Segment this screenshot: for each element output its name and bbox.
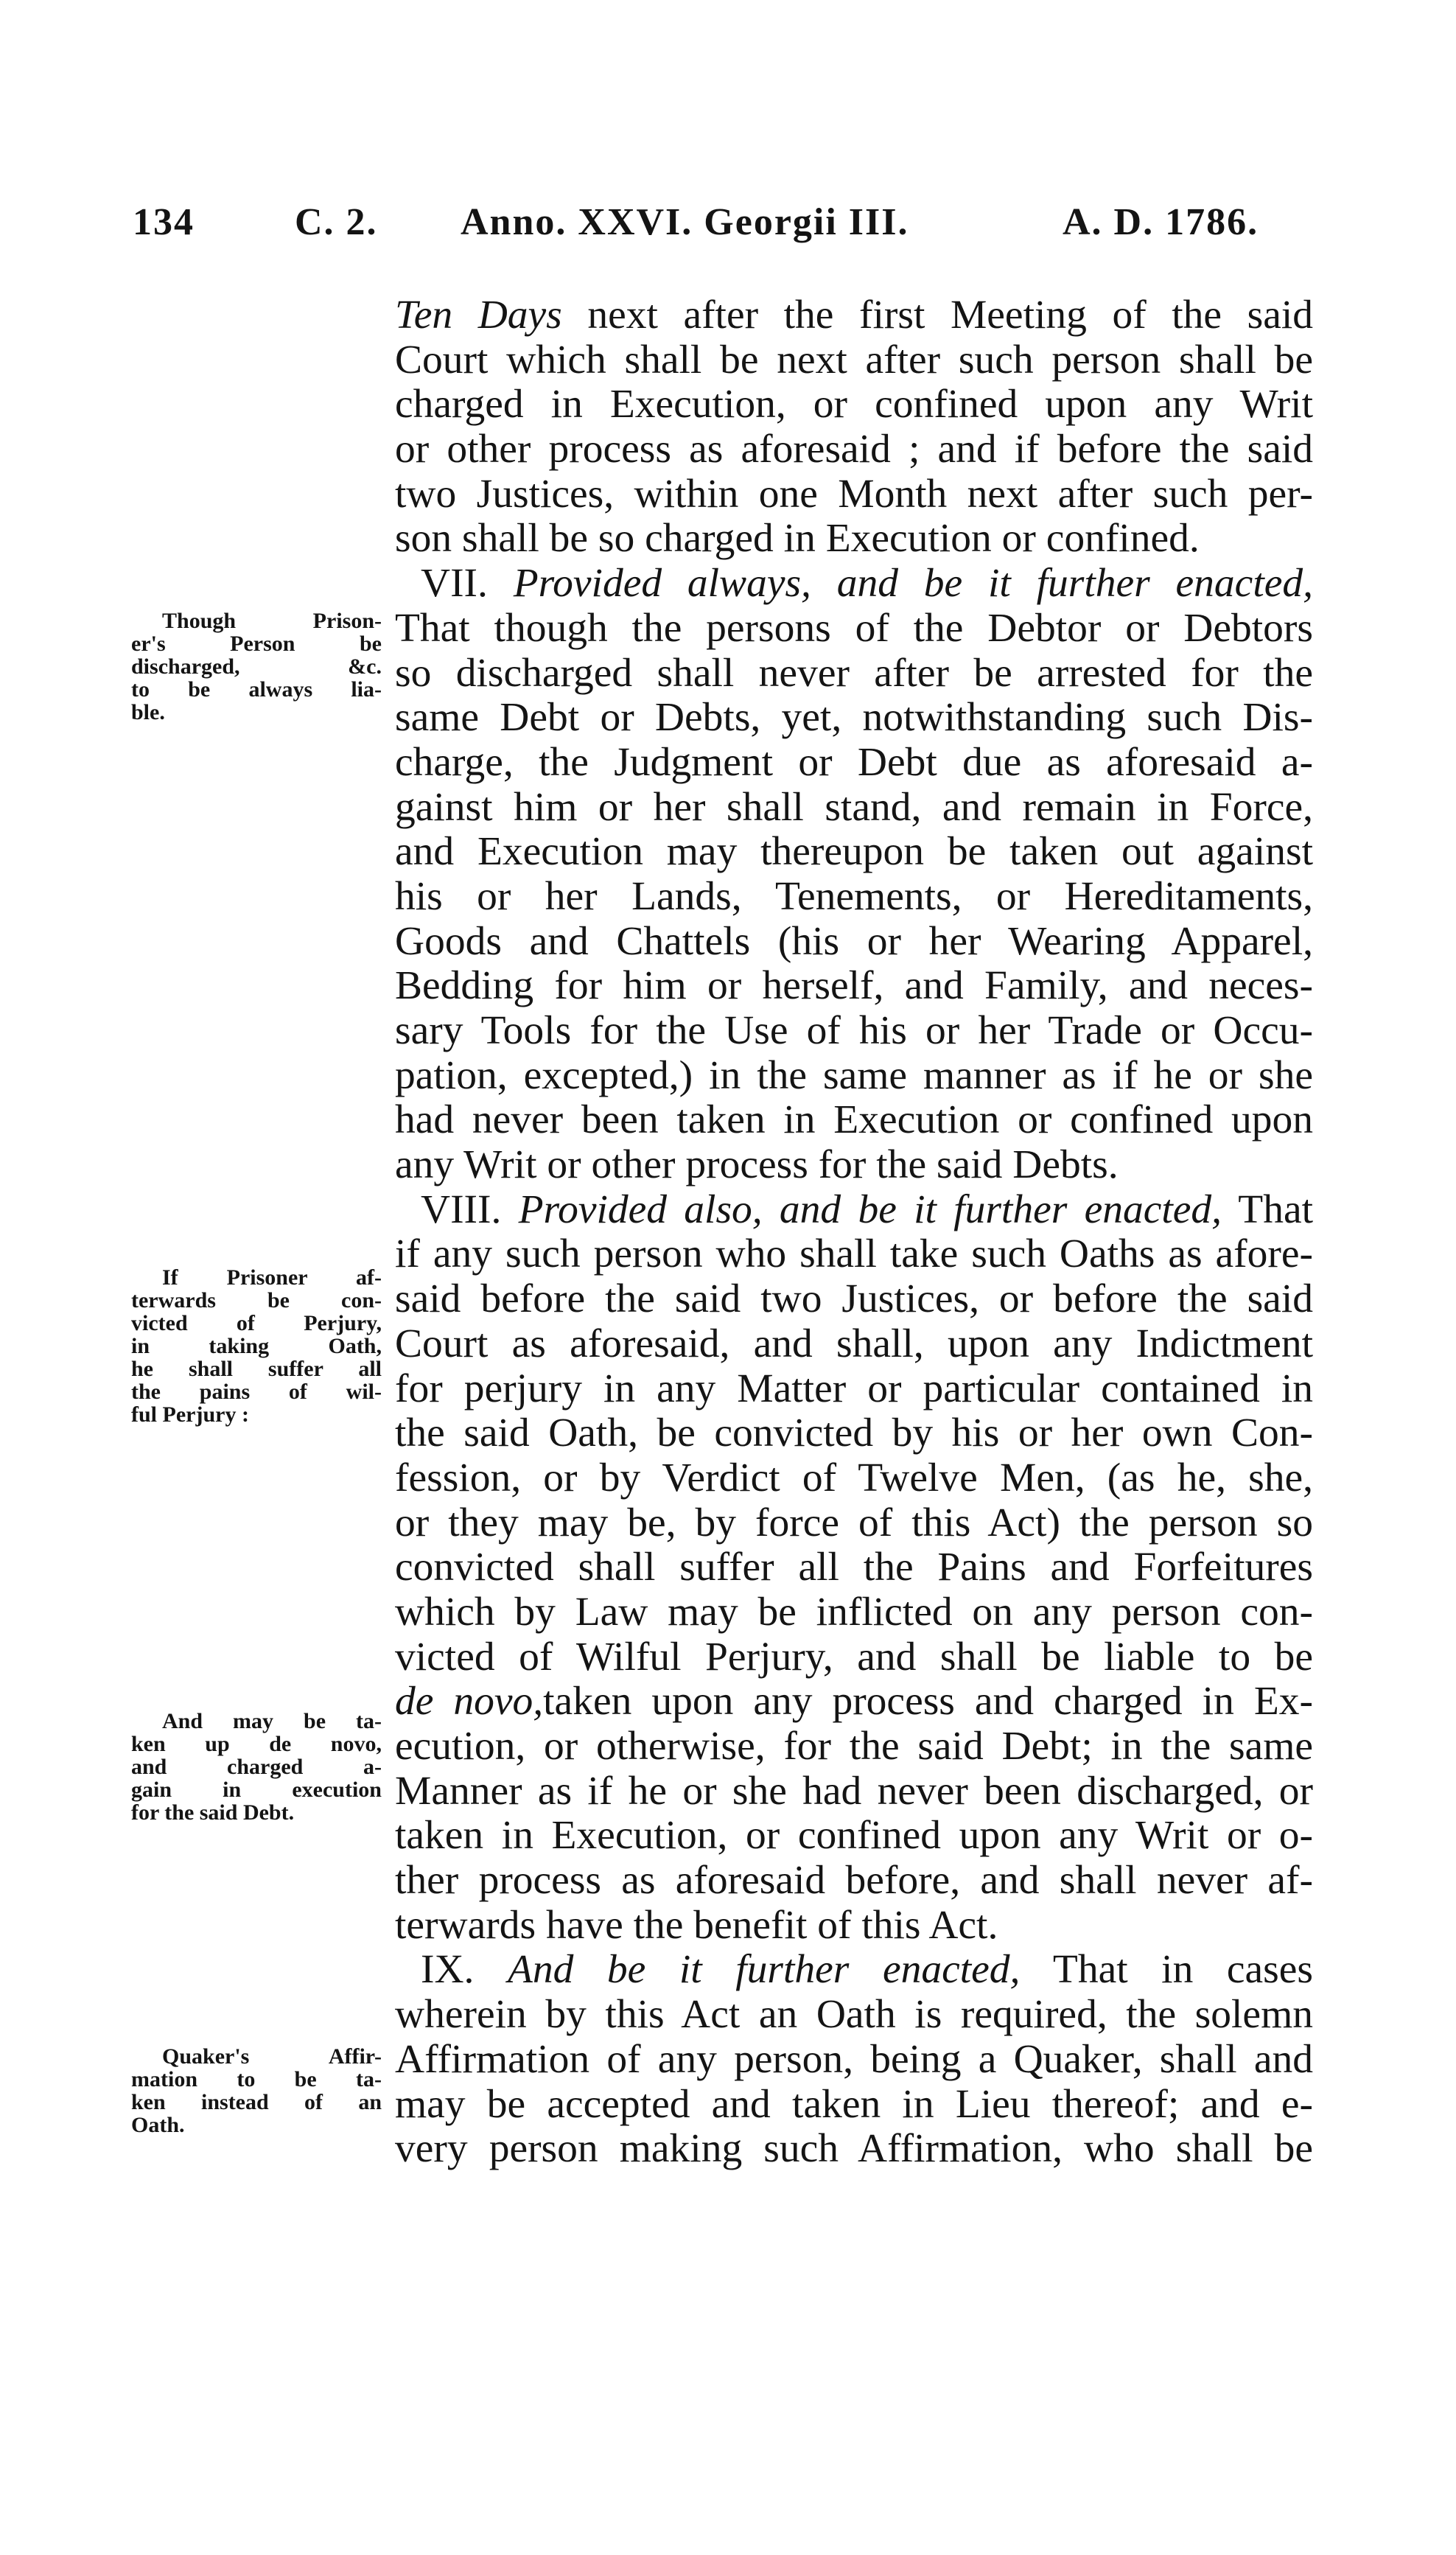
margin-note-line: victed of Perjury, [131,1311,382,1335]
margin-note-line: Oath. [131,2113,185,2137]
year-date: A. D. 1786. [1063,201,1259,243]
text-line [395,1993,1313,2038]
margin-note-quaker-affirmation [131,2045,382,2136]
margin-note-line: Though Prison- [162,609,382,633]
line-text: fession, or by Verdict of Twelve Men, (as he, she, [395,1455,1313,1500]
margin-note-prisoner-discharged [131,609,382,724]
line-text: charge, the Judgment or Debt due as aforesaid a- [395,739,1313,785]
line-text: next after the first Meeting of the said [561,293,1313,338]
margin-note-line: mation to be ta- [131,2067,382,2091]
line-text: same Debt or Debts, yet, notwithstanding such Dis- [395,695,1313,741]
line-text: taken in Execution, or confined upon any Writ or o- [395,1813,1313,1859]
text-line [395,964,1313,1009]
line-text: for perjury in any Matter or particular contained in [395,1366,1313,1411]
text-line [395,875,1313,920]
line-text: That [1222,1186,1314,1232]
line-text: That though the persons of the Debtor or Debtors [395,605,1313,651]
line-text: sary Tools for the Use of his or her Trade or Occu- [395,1008,1313,1053]
line-text: may be accepted and taken in Lieu thereof; and e- [395,2081,1313,2127]
line-text: Manner as if he or she had never been discharged, or [395,1768,1313,1814]
text-line [395,741,1313,786]
text-line [395,651,1313,696]
statute-text [395,293,1313,2172]
margin-note-line: discharged, &c. [131,654,382,679]
line-text: Bedding for him or herself, and Family, and neces- [395,963,1313,1009]
line-text: wherein by this Act an Oath is required, the solemn [395,1992,1313,2038]
text-line [395,1948,1313,1993]
text-line [395,382,1313,427]
margin-note-line: ble. [131,700,165,724]
text-line [395,1814,1313,1859]
text-line [395,338,1313,383]
line-text: pation, excepted,) in the same manner as if he or she [395,1052,1313,1098]
line-text: very person making such Affirmation, who shall be [395,2126,1313,2172]
italic-phrase: Provided always, and be it further enacted, [513,561,1313,607]
text-line [395,1680,1313,1724]
line-text: Court as aforesaid, and shall, upon any Indictment [395,1321,1313,1366]
line-text: ther process as aforesaid before, and shall never af- [395,1858,1313,1904]
line-text: two Justices, within one Month next after such per- [395,471,1313,517]
line-text: son shall be so charged in Execution or confined. [395,516,1200,562]
text-line [395,1904,1313,1948]
margin-note-line: ken instead of an [131,2090,382,2114]
text-line [395,1411,1313,1456]
line-text: convicted shall suffer all the Pains and Forfeitures [395,1545,1313,1590]
text-line [395,830,1313,875]
text-line [395,1188,1313,1233]
margin-note-line: ken up de novo, [131,1732,382,1756]
text-line [395,607,1313,651]
margin-note-line: ful Perjury : [131,1402,249,1427]
margin-note-line: terwards be con- [131,1288,382,1313]
margin-note-line: the pains of wil- [131,1380,382,1404]
text-line [395,2083,1313,2128]
text-line [395,1724,1313,1769]
margin-note-line: for the said Debt. [131,1800,295,1825]
line-text: Goods and Chattels (his or her Wearing Apparel, [395,918,1313,964]
line-text: VII. [421,561,514,607]
line-text: or other process as aforesaid ; and if before the said [395,427,1313,472]
line-text: Court which shall be next after such person shall be [395,337,1313,382]
text-line [395,1367,1313,1412]
line-text: and Execution may thereupon be taken out against [395,829,1313,875]
line-text: VIII. [421,1186,519,1232]
text-line [395,562,1313,607]
text-line [395,786,1313,831]
text-line [395,1769,1313,1814]
text-line [395,1098,1313,1143]
line-text: his or her Lands, Tenements, or Hereditaments, [395,873,1313,919]
margin-note-taken-de-novo [131,1710,382,1824]
text-line [395,1143,1313,1188]
margin-note-line: gain in execution [131,1778,382,1802]
text-line [395,1009,1313,1054]
line-text: said before the said two Justices, or before the said [395,1276,1313,1322]
margin-note-line: And may be ta- [162,1709,382,1733]
line-text: if any such person who shall take such Oaths as afore- [395,1231,1313,1277]
line-text: or they may be, by force of this Act) the person so [395,1500,1313,1545]
margin-note-line: in taking Oath, [131,1334,382,1358]
line-text: terwards have the benefit of this Act. [395,1902,998,1948]
text-line [395,1545,1313,1590]
italic-phrase: Ten Days [395,293,562,338]
text-line [395,293,1313,338]
line-text: Affirmation of any person, being a Quaker, shall and [395,2036,1313,2082]
italic-phrase: And be it further enacted, [507,1947,1021,1993]
text-line [395,696,1313,741]
margin-note-line: If Prisoner af- [162,1265,382,1290]
line-text: charged in Execution, or confined upon any Writ [395,382,1313,427]
text-line [395,1590,1313,1635]
text-line [395,1232,1313,1277]
text-line [395,1635,1313,1680]
line-text: taken upon any process [543,1679,975,1724]
chapter-number: C. 2. [295,201,378,243]
margin-note-line: to be always lia- [131,677,382,702]
margin-note-perjury [131,1266,382,1426]
text-line [395,920,1313,965]
text-line [395,1277,1313,1322]
margin-note-line: er's Person be [131,632,382,656]
line-text: victed of Wilful Perjury, and shall be liable to be [395,1634,1313,1680]
text-line [395,1456,1313,1501]
line-text: so discharged shall never after be arrested for the [395,650,1313,696]
text-line [395,517,1313,562]
margin-note-line: and charged a- [131,1755,382,1779]
text-line [395,2038,1313,2083]
text-line [395,472,1313,517]
line-text: had never been taken in Execution or confined upon [395,1097,1313,1143]
line-text: and charged in Ex- [974,1679,1313,1724]
text-line [395,1859,1313,1904]
running-header [133,200,1312,259]
line-text: which by Law may be inflicted on any person con- [395,1589,1313,1635]
regnal-year: Anno. XXVI. Georgii III. [461,201,909,243]
line-text: gainst him or her shall stand, and remain in Force, [395,784,1313,830]
text-line [395,1054,1313,1099]
margin-note-line: Quaker's Affir- [162,2044,382,2069]
text-line [395,2127,1313,2172]
line-text: That in cases [1020,1947,1313,1993]
italic-phrase: Provided also, and be it further enacted, [518,1186,1222,1232]
text-line [395,427,1313,472]
line-text: ecution, or otherwise, for the said Debt; in the same [395,1724,1313,1769]
line-text: the said Oath, be convicted by his or her own Con- [395,1411,1313,1456]
text-line [395,1501,1313,1546]
line-text: any Writ or other process for the said Debts. [395,1142,1119,1188]
italic-phrase: de novo, [395,1679,544,1724]
text-line [395,1322,1313,1367]
margin-note-line: he shall suffer all [131,1357,382,1381]
page-number: 134 [133,201,195,243]
line-text: IX. [421,1947,508,1993]
